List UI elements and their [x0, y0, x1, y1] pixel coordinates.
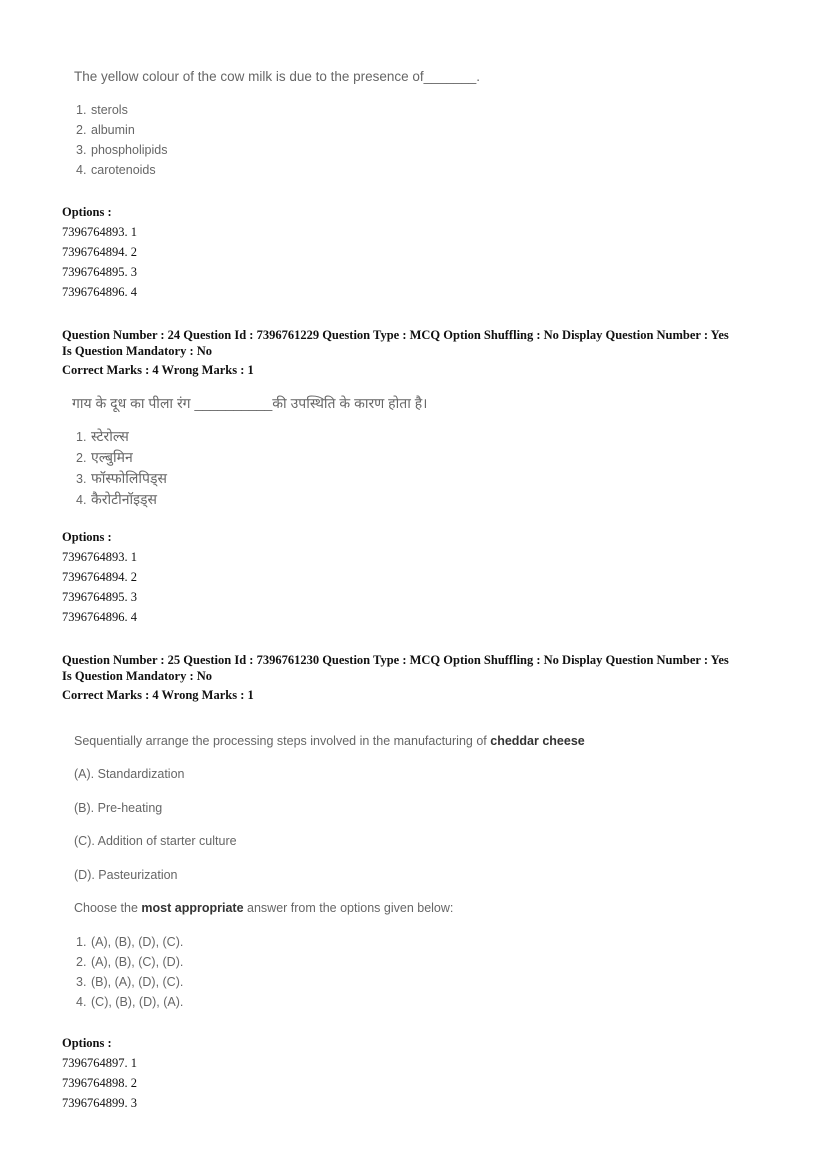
q23-option-id: 7396764894. 2: [62, 245, 137, 259]
q24-header: [62, 327, 729, 378]
q25-step-d: (D). Pasteurization: [74, 868, 178, 882]
q23-options-label: Options :: [62, 205, 112, 219]
q25-header-line2: Is Question Mandatory : No: [62, 669, 213, 683]
q24-options-list: [62, 547, 137, 627]
q25-header-line3: Correct Marks : 4 Wrong Marks : 1: [62, 688, 254, 702]
q24-header-line1: Question Number : 24 Question Id : 7396761229 Question Type : MCQ Option Shuffling : No Display Question Number : Yes: [62, 328, 729, 342]
q25-choose-instruction: Choose the most appropriate answer from the options given below:: [74, 901, 454, 915]
q23-image-option-4: 4. carotenoids: [76, 163, 156, 177]
q23-option-id: 7396764895. 3: [62, 265, 137, 279]
q24-option-id: 7396764894. 2: [62, 570, 137, 584]
q23-image-option-3: 3. phospholipids: [76, 143, 168, 157]
q24-option-id: 7396764893. 1: [62, 550, 137, 564]
q25-options-list: [62, 1053, 137, 1113]
q25-image-option-3: 3. (B), (A), (D), (C).: [76, 975, 184, 989]
q25-image-option-2: 2. (A), (B), (C), (D).: [76, 955, 184, 969]
q23-option-id: 7396764893. 1: [62, 225, 137, 239]
q23-option-id: 7396764896. 4: [62, 285, 137, 299]
q24-option-id: 7396764895. 3: [62, 590, 137, 604]
q25-image-option-1: 1. (A), (B), (D), (C).: [76, 935, 184, 949]
q24-image-option-2: 2. एल्बुमिन: [76, 449, 133, 465]
q24-header-line3: Correct Marks : 4 Wrong Marks : 1: [62, 363, 254, 377]
q25-step-c: (C). Addition of starter culture: [74, 834, 237, 848]
q24-option-id: 7396764896. 4: [62, 610, 137, 624]
q23-image-option-2: 2. albumin: [76, 123, 135, 137]
q23-options-list: [62, 222, 137, 302]
q25-choose-bold: most appropriate: [141, 901, 244, 915]
q24-image-options: [76, 426, 167, 510]
q23-image-options: [76, 100, 167, 180]
q23-image-option-1: 1. sterols: [76, 103, 128, 117]
q24-image-prompt: गाय के दूध का पीला रंग __________की उपस्थिति के कारण होता है।: [72, 395, 428, 411]
q25-option-id: 7396764899. 3: [62, 1096, 137, 1110]
q24-options-label: Options :: [62, 530, 112, 544]
q25-image-options: [76, 932, 183, 1012]
q25-option-id: 7396764897. 1: [62, 1056, 137, 1070]
q25-options-label: Options :: [62, 1036, 112, 1050]
q24-image-option-4: 4. कैरोटीनॉइड्स: [76, 491, 158, 507]
q23-image-prompt: The yellow colour of the cow milk is due to the presence of_______.: [74, 69, 480, 84]
q25-image-prompt: Sequentially arrange the processing steps involved in the manufacturing of cheddar cheese: [74, 734, 585, 748]
q25-step-b: (B). Pre-heating: [74, 801, 163, 815]
q24-image-option-1: 1. स्टेरोल्स: [76, 428, 129, 444]
q24-image-option-3: 3. फॉस्फोलिपिड्स: [76, 470, 167, 486]
q25-header: [62, 652, 729, 703]
q25-header-line1: Question Number : 25 Question Id : 7396761230 Question Type : MCQ Option Shuffling : No Display Question Number : Yes: [62, 653, 729, 667]
q25-step-a: (A). Standardization: [74, 767, 185, 781]
q25-image-prompt-bold: cheddar cheese: [490, 734, 585, 748]
q24-header-line2: Is Question Mandatory : No: [62, 344, 213, 358]
q25-option-id: 7396764898. 2: [62, 1076, 137, 1090]
q25-image-option-4: 4. (C), (B), (D), (A).: [76, 995, 184, 1009]
